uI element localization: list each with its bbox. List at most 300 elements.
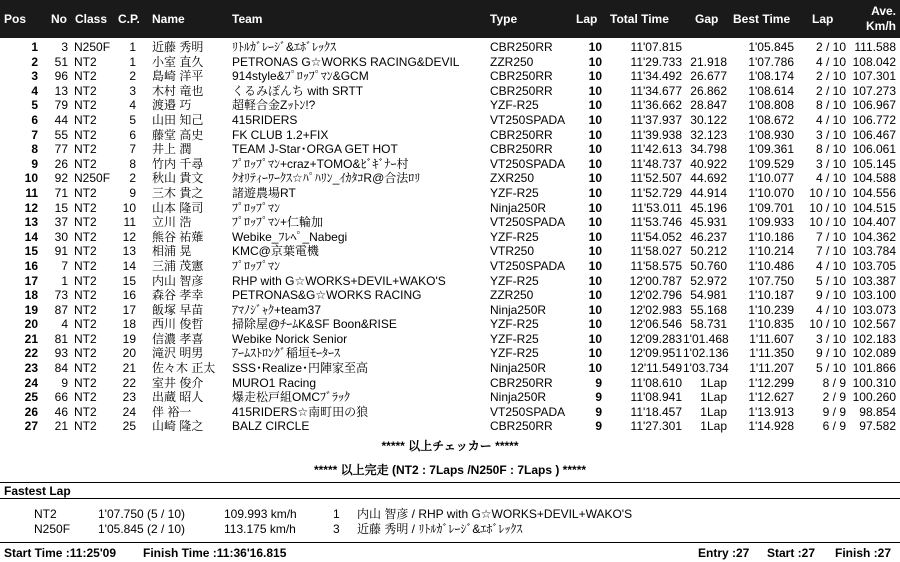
cell-bestlap: 10 / 10 bbox=[809, 215, 846, 230]
cell-name: 藤堂 高史 bbox=[152, 127, 204, 142]
results-table bbox=[0, 40, 900, 434]
cell-best: 1'10.077 bbox=[748, 171, 794, 186]
cell-no: 73 bbox=[54, 288, 68, 303]
cell-total: 12'00.787 bbox=[629, 273, 682, 288]
cell-cp: 14 bbox=[122, 258, 136, 273]
cell-team: Webike_ﾌﾚﾍﾟ_Nabegi bbox=[232, 229, 348, 244]
cell-ave: 103.705 bbox=[852, 258, 896, 273]
cell-pos: 26 bbox=[24, 404, 38, 419]
cell-name: 西川 俊哲 bbox=[152, 317, 204, 332]
cell-no: 93 bbox=[54, 346, 68, 361]
cell-name: 熊谷 祐薙 bbox=[152, 229, 204, 244]
cell-type: Ninja250R bbox=[490, 200, 547, 215]
finish-count: Finish :27 bbox=[835, 546, 892, 560]
cell-pos: 6 bbox=[31, 112, 38, 127]
cell-ave: 100.310 bbox=[852, 375, 896, 390]
cell-cp: 13 bbox=[122, 244, 136, 259]
cell-cp: 10 bbox=[122, 200, 136, 215]
cell-bestlap: 9 / 9 bbox=[822, 404, 846, 419]
cell-type: CBR250RR bbox=[490, 83, 553, 98]
cell-type: CBR250RR bbox=[490, 375, 553, 390]
cell-gap: 1Lap bbox=[700, 404, 727, 419]
cell-pos: 5 bbox=[31, 98, 38, 113]
cell-best: 1'05.845 bbox=[748, 40, 794, 54]
cell-pos: 16 bbox=[24, 258, 38, 273]
header-team: Team bbox=[232, 12, 263, 26]
cell-gap: 50.212 bbox=[690, 244, 727, 259]
cell-gap: 26.862 bbox=[690, 83, 727, 98]
cell-gap: 55.168 bbox=[690, 302, 727, 317]
cell-bestlap: 4 / 10 bbox=[815, 171, 846, 186]
table-row bbox=[0, 142, 900, 157]
cell-no: 55 bbox=[54, 127, 68, 142]
cell-no: 7 bbox=[61, 258, 68, 273]
table-row bbox=[0, 69, 900, 84]
cell-class: NT2 bbox=[74, 258, 97, 273]
cell-type: CBR250RR bbox=[490, 419, 553, 434]
cell-no: 3 bbox=[61, 40, 68, 54]
fastest-rider: 近藤 秀明 / ﾘﾄﾙｶﾞﾚｰｼﾞ&ｴﾎﾞﾚｯｸｽ bbox=[357, 522, 523, 536]
fastest-speed: 109.993 km/h bbox=[224, 507, 297, 521]
cell-best: 1'08.930 bbox=[748, 127, 794, 142]
cell-name: 相浦 晃 bbox=[152, 244, 192, 259]
cell-type: VT250SPADA bbox=[490, 258, 566, 273]
cell-bestlap: 10 / 10 bbox=[809, 317, 846, 332]
cell-pos: 7 bbox=[31, 127, 38, 142]
cell-name: 渡邉 巧 bbox=[152, 98, 192, 113]
cell-gap: 1Lap bbox=[700, 390, 727, 405]
cell-gap: 1Lap bbox=[700, 419, 727, 434]
fastest-no: 1 bbox=[333, 507, 340, 521]
cell-pos: 20 bbox=[24, 317, 38, 332]
cell-gap: 52.972 bbox=[690, 273, 727, 288]
cell-gap: 1'01.468 bbox=[683, 331, 729, 346]
cell-type: YZF-R25 bbox=[490, 98, 539, 113]
cell-class: NT2 bbox=[74, 69, 97, 84]
cell-ave: 98.854 bbox=[859, 404, 896, 419]
cell-type: YZF-R25 bbox=[490, 317, 539, 332]
cell-cp: 3 bbox=[129, 83, 136, 98]
cell-class: N250F bbox=[74, 40, 111, 54]
cell-bestlap: 2 / 10 bbox=[815, 40, 846, 54]
cell-name: 木村 竜也 bbox=[152, 83, 204, 98]
cell-bestlap: 8 / 9 bbox=[822, 375, 846, 390]
table-row bbox=[0, 98, 900, 113]
fastest-speed: 113.175 km/h bbox=[224, 522, 296, 536]
cell-no: 91 bbox=[54, 244, 68, 259]
cell-pos: 14 bbox=[24, 229, 38, 244]
table-row bbox=[0, 361, 900, 376]
table-row bbox=[0, 230, 900, 245]
cell-total: 12'09.951 bbox=[629, 346, 682, 361]
cell-cp: 8 bbox=[129, 156, 136, 171]
table-row bbox=[0, 303, 900, 318]
cell-no: 81 bbox=[54, 331, 68, 346]
cell-pos: 8 bbox=[31, 142, 38, 157]
cell-name: 滝沢 明男 bbox=[152, 346, 204, 361]
cell-best: 1'09.529 bbox=[748, 156, 794, 171]
cell-lap: 10 bbox=[588, 244, 602, 259]
cell-bestlap: 4 / 10 bbox=[815, 258, 846, 273]
cell-team: ｱｰﾑｽﾄﾛﾝｸﾞ稲垣ﾓｰﾀｰｽ bbox=[232, 346, 341, 361]
cell-class: NT2 bbox=[74, 361, 97, 376]
cell-type: VTR250 bbox=[490, 244, 535, 259]
cell-class: NT2 bbox=[74, 98, 97, 113]
cell-best: 1'07.750 bbox=[748, 273, 794, 288]
cell-pos: 10 bbox=[24, 171, 38, 186]
cell-ave: 106.467 bbox=[852, 127, 896, 142]
cell-gap: 40.922 bbox=[690, 156, 727, 171]
header-ave bbox=[850, 4, 896, 34]
cell-best: 1'08.614 bbox=[748, 83, 794, 98]
cell-no: 84 bbox=[54, 361, 68, 376]
table-row bbox=[0, 201, 900, 216]
cell-no: 79 bbox=[54, 98, 68, 113]
cell-team: くるみぽんち with SRTT bbox=[232, 83, 364, 98]
cell-ave: 107.273 bbox=[852, 83, 896, 98]
cell-best: 1'10.239 bbox=[748, 302, 794, 317]
cell-team: 爆走松戸組OMCﾌﾞﾗｯｸ bbox=[232, 390, 350, 405]
cell-type: YZF-R25 bbox=[490, 273, 539, 288]
cell-team: 415RIDERS☆南町田の狼 bbox=[232, 404, 369, 419]
cell-lap: 10 bbox=[588, 258, 602, 273]
cell-ave: 106.061 bbox=[852, 142, 896, 157]
cell-bestlap: 6 / 9 bbox=[822, 419, 846, 434]
cell-class: NT2 bbox=[74, 142, 97, 157]
cell-name: 近藤 秀明 bbox=[152, 40, 204, 54]
cell-total: 11'52.729 bbox=[630, 185, 682, 200]
cell-class: NT2 bbox=[74, 112, 97, 127]
cell-pos: 13 bbox=[24, 215, 38, 230]
cell-type: Ninja250R bbox=[490, 390, 547, 405]
cell-cp: 19 bbox=[122, 331, 136, 346]
cell-ave: 102.089 bbox=[852, 346, 896, 361]
cell-best: 1'08.808 bbox=[748, 98, 794, 113]
cell-class: NT2 bbox=[74, 83, 97, 98]
cell-cp: 11 bbox=[123, 215, 136, 230]
header-pos: Pos bbox=[4, 12, 27, 26]
cell-gap: 30.122 bbox=[690, 112, 727, 127]
cell-total: 11'18.457 bbox=[630, 404, 682, 419]
cell-no: 26 bbox=[54, 156, 68, 171]
cell-ave: 111.588 bbox=[854, 40, 896, 54]
cell-best: 1'14.928 bbox=[748, 419, 794, 434]
fastest-class: NT2 bbox=[34, 507, 57, 521]
cell-bestlap: 8 / 10 bbox=[815, 142, 846, 157]
table-row bbox=[0, 113, 900, 128]
fastest-class: N250F bbox=[34, 522, 71, 536]
cell-pos: 21 bbox=[24, 331, 38, 346]
table-row bbox=[0, 157, 900, 172]
cell-name: 三浦 茂憲 bbox=[152, 258, 204, 273]
cell-type: ZZR250 bbox=[490, 54, 534, 69]
cell-type: CBR250RR bbox=[490, 142, 553, 157]
cell-class: NT2 bbox=[74, 302, 97, 317]
cell-class: NT2 bbox=[74, 54, 97, 69]
cell-pos: 17 bbox=[24, 273, 38, 288]
cell-gap: 44.692 bbox=[690, 171, 727, 186]
cell-cp: 1 bbox=[129, 54, 136, 69]
cell-cp: 21 bbox=[122, 361, 136, 376]
cell-lap: 10 bbox=[588, 127, 602, 142]
cell-bestlap: 2 / 10 bbox=[815, 69, 846, 84]
cell-lap: 10 bbox=[588, 83, 602, 98]
header-class: Class bbox=[75, 12, 108, 26]
cell-pos: 1 bbox=[31, 40, 38, 54]
table-row bbox=[0, 390, 900, 405]
cell-cp: 22 bbox=[122, 375, 136, 390]
cell-ave: 104.588 bbox=[852, 171, 896, 186]
cell-name: 森谷 孝幸 bbox=[152, 288, 204, 303]
cell-name: 内山 智彦 bbox=[152, 273, 204, 288]
cell-lap: 10 bbox=[588, 54, 602, 69]
cell-type: VT250SPADA bbox=[490, 215, 566, 230]
cell-lap: 10 bbox=[588, 302, 602, 317]
cell-bestlap: 2 / 10 bbox=[815, 83, 846, 98]
cell-gap: 45.196 bbox=[690, 200, 727, 215]
cell-name: 出蔵 昭人 bbox=[152, 390, 204, 405]
cell-name: 飯塚 早苗 bbox=[152, 302, 204, 317]
cell-ave: 106.772 bbox=[852, 112, 896, 127]
cell-total: 11'37.937 bbox=[630, 112, 682, 127]
cell-total: 11'53.011 bbox=[631, 200, 682, 215]
cell-team: RHP with G☆WORKS+DEVIL+WAKO'S bbox=[232, 273, 446, 288]
cell-name: 島崎 洋平 bbox=[152, 69, 204, 84]
fastest-lap-row bbox=[0, 507, 900, 522]
cell-lap: 10 bbox=[588, 361, 602, 376]
cell-class: NT2 bbox=[74, 244, 97, 259]
cell-best: 1'08.672 bbox=[748, 112, 794, 127]
header-ave-line2: Km/h bbox=[866, 19, 896, 33]
start-count: Start :27 bbox=[767, 546, 816, 560]
cell-team: FK CLUB 1.2+FIX bbox=[232, 127, 329, 142]
cell-cp: 2 bbox=[129, 69, 136, 84]
cell-no: 37 bbox=[54, 215, 68, 230]
cell-gap: 1Lap bbox=[700, 375, 727, 390]
cell-type: Ninja250R bbox=[490, 361, 547, 376]
cell-best: 1'08.174 bbox=[748, 69, 794, 84]
cell-name: 立川 浩 bbox=[152, 215, 192, 230]
cell-type: Ninja250R bbox=[490, 302, 547, 317]
cell-type: CBR250RR bbox=[490, 69, 553, 84]
cell-ave: 103.784 bbox=[852, 244, 896, 259]
cell-name: 小室 直久 bbox=[152, 54, 204, 69]
cell-name: 信濃 孝喜 bbox=[152, 331, 204, 346]
cell-total: 12'11.549 bbox=[630, 361, 682, 376]
cell-team: PETRONAS G☆WORKS RACING&DEVIL bbox=[232, 54, 460, 69]
cell-class: NT2 bbox=[74, 229, 97, 244]
cell-bestlap: 10 / 10 bbox=[809, 200, 846, 215]
cell-no: 96 bbox=[54, 69, 68, 84]
cell-team: 415RIDERS bbox=[232, 112, 298, 127]
cell-best: 1'09.361 bbox=[748, 142, 794, 157]
cell-lap: 9 bbox=[595, 419, 602, 434]
cell-team: ﾘﾄﾙｶﾞﾚｰｼﾞ&ｴﾎﾞﾚｯｸｽ bbox=[232, 40, 337, 54]
table-row bbox=[0, 259, 900, 274]
cell-type: YZF-R25 bbox=[490, 229, 539, 244]
cell-bestlap: 8 / 10 bbox=[815, 98, 846, 113]
cell-pos: 22 bbox=[24, 346, 38, 361]
cell-gap: 28.847 bbox=[690, 98, 727, 113]
cell-best: 1'13.913 bbox=[748, 404, 794, 419]
cell-name: 山崎 隆之 bbox=[152, 419, 204, 434]
header-no: No bbox=[51, 12, 67, 26]
cell-bestlap: 3 / 10 bbox=[815, 331, 846, 346]
cell-no: 9 bbox=[61, 375, 68, 390]
cell-total: 11'54.052 bbox=[630, 229, 682, 244]
cell-lap: 10 bbox=[588, 346, 602, 361]
cell-lap: 10 bbox=[588, 171, 602, 186]
cell-team: 諸遊農場RT bbox=[232, 185, 296, 200]
table-row bbox=[0, 288, 900, 303]
cell-type: YZF-R25 bbox=[490, 331, 539, 346]
cell-no: 44 bbox=[54, 112, 68, 127]
cell-team: 超軽合金Zｯﾄﾝ!? bbox=[232, 98, 316, 113]
cell-name: 秋山 貴文 bbox=[152, 171, 204, 186]
cell-ave: 108.042 bbox=[852, 54, 896, 69]
cell-pos: 25 bbox=[24, 390, 38, 405]
cell-ave: 104.515 bbox=[852, 200, 896, 215]
cell-best: 1'11.607 bbox=[749, 331, 794, 346]
cell-cp: 15 bbox=[122, 273, 136, 288]
table-row bbox=[0, 40, 900, 55]
cell-total: 11'52.507 bbox=[630, 171, 682, 186]
cell-type: CBR250RR bbox=[490, 127, 553, 142]
cell-type: VT250SPADA bbox=[490, 404, 566, 419]
cell-no: 46 bbox=[54, 404, 68, 419]
cell-pos: 27 bbox=[24, 419, 38, 434]
checker-note: ***** 以上チェッカー ***** bbox=[381, 439, 519, 453]
cell-bestlap: 4 / 10 bbox=[815, 112, 846, 127]
cell-type: VT250SPADA bbox=[490, 156, 566, 171]
results-header bbox=[0, 0, 900, 38]
table-row bbox=[0, 171, 900, 186]
cell-class: NT2 bbox=[74, 390, 97, 405]
cell-name: 井上 潤 bbox=[152, 142, 192, 157]
cell-cp: 12 bbox=[122, 229, 136, 244]
cell-no: 66 bbox=[54, 390, 68, 405]
cell-team: MURO1 Racing bbox=[232, 375, 317, 390]
cell-class: NT2 bbox=[74, 404, 97, 419]
cell-type: ZZR250 bbox=[490, 288, 534, 303]
cell-cp: 9 bbox=[129, 185, 136, 200]
cell-total: 12'02.796 bbox=[629, 288, 682, 303]
cell-no: 15 bbox=[54, 200, 68, 215]
cell-team: BALZ CIRCLE bbox=[232, 419, 310, 434]
fastest-no: 3 bbox=[333, 522, 340, 536]
finish-time: Finish Time :11:36'16.815 bbox=[143, 546, 287, 560]
cell-bestlap: 4 / 10 bbox=[815, 54, 846, 69]
cell-total: 11'07.815 bbox=[630, 40, 682, 54]
table-row bbox=[0, 84, 900, 99]
cell-gap: 50.760 bbox=[690, 258, 727, 273]
cell-no: 87 bbox=[54, 302, 68, 317]
cell-lap: 10 bbox=[588, 98, 602, 113]
cell-best: 1'10.486 bbox=[748, 258, 794, 273]
cell-total: 11'34.492 bbox=[630, 69, 682, 84]
cell-class: NT2 bbox=[74, 215, 97, 230]
cell-pos: 2 bbox=[31, 54, 38, 69]
cell-bestlap: 10 / 10 bbox=[809, 185, 846, 200]
cell-cp: 1 bbox=[129, 40, 136, 54]
header-type: Type bbox=[490, 12, 518, 26]
cell-best: 1'10.186 bbox=[748, 229, 794, 244]
cell-total: 11'27.301 bbox=[630, 419, 682, 434]
cell-bestlap: 7 / 10 bbox=[815, 244, 846, 259]
cell-ave: 97.582 bbox=[859, 419, 896, 434]
cell-lap: 10 bbox=[588, 215, 602, 230]
cell-team: Webike Norick Senior bbox=[232, 331, 348, 346]
fastest-lap-title: Fastest Lap bbox=[0, 482, 900, 499]
finished-note: ***** 以上完走 (NT2 : 7Laps /N250F : 7Laps ) ***** bbox=[313, 463, 587, 477]
header-gap: Gap bbox=[695, 12, 719, 26]
cell-no: 4 bbox=[61, 317, 68, 332]
cell-team: ｱﾏﾉｼﾞｬｸ+team37 bbox=[232, 302, 322, 317]
cell-total: 11'29.733 bbox=[630, 54, 682, 69]
cell-total: 12'09.283 bbox=[629, 331, 682, 346]
cell-gap: 34.798 bbox=[690, 142, 727, 157]
cell-pos: 19 bbox=[24, 302, 38, 317]
cell-best: 1'07.786 bbox=[748, 54, 794, 69]
cell-ave: 103.387 bbox=[852, 273, 896, 288]
cell-type: ZXR250 bbox=[490, 171, 535, 186]
start-time: Start Time :11:25'09 bbox=[4, 546, 117, 560]
cell-no: 21 bbox=[54, 419, 68, 434]
header-bestlap: Lap bbox=[812, 12, 834, 26]
cell-bestlap: 7 / 10 bbox=[815, 229, 846, 244]
cell-class: NT2 bbox=[74, 185, 97, 200]
cell-pos: 4 bbox=[31, 83, 38, 98]
table-row bbox=[0, 244, 900, 259]
cell-lap: 9 bbox=[595, 390, 602, 405]
cell-best: 1'10.214 bbox=[748, 244, 794, 259]
cell-cp: 16 bbox=[122, 288, 136, 303]
cell-class: NT2 bbox=[74, 375, 97, 390]
cell-class: NT2 bbox=[74, 200, 97, 215]
cell-class: NT2 bbox=[74, 346, 97, 361]
cell-lap: 9 bbox=[595, 375, 602, 390]
cell-lap: 10 bbox=[588, 112, 602, 127]
table-row bbox=[0, 332, 900, 347]
cell-bestlap: 4 / 10 bbox=[815, 302, 846, 317]
cell-no: 51 bbox=[54, 54, 68, 69]
cell-team: 914style&ﾌﾟﾛｯﾌﾟﾏﾝ&GCM bbox=[232, 69, 369, 84]
cell-cp: 17 bbox=[122, 302, 136, 317]
header-cp: C.P. bbox=[118, 12, 140, 26]
cell-no: 13 bbox=[54, 83, 68, 98]
cell-ave: 105.145 bbox=[852, 156, 896, 171]
cell-cp: 18 bbox=[122, 317, 136, 332]
cell-type: VT250SPADA bbox=[490, 112, 566, 127]
table-row bbox=[0, 274, 900, 289]
cell-lap: 10 bbox=[588, 331, 602, 346]
cell-pos: 3 bbox=[31, 69, 38, 84]
cell-ave: 104.362 bbox=[852, 229, 896, 244]
cell-ave: 101.866 bbox=[852, 361, 896, 376]
cell-bestlap: 5 / 10 bbox=[815, 361, 846, 376]
header-total: Total Time bbox=[610, 12, 669, 26]
cell-cp: 24 bbox=[122, 404, 136, 419]
cell-lap: 10 bbox=[588, 185, 602, 200]
table-row bbox=[0, 186, 900, 201]
cell-cp: 20 bbox=[122, 346, 136, 361]
cell-team: SSS･Realize･円陣家至高 bbox=[232, 361, 369, 376]
cell-team: ﾌﾟﾛｯﾌﾟﾏﾝ+仁輪加 bbox=[232, 215, 324, 230]
cell-best: 1'11.350 bbox=[749, 346, 794, 361]
cell-ave: 103.073 bbox=[852, 302, 896, 317]
cell-ave: 106.967 bbox=[852, 98, 896, 113]
cell-gap: 44.914 bbox=[690, 185, 727, 200]
